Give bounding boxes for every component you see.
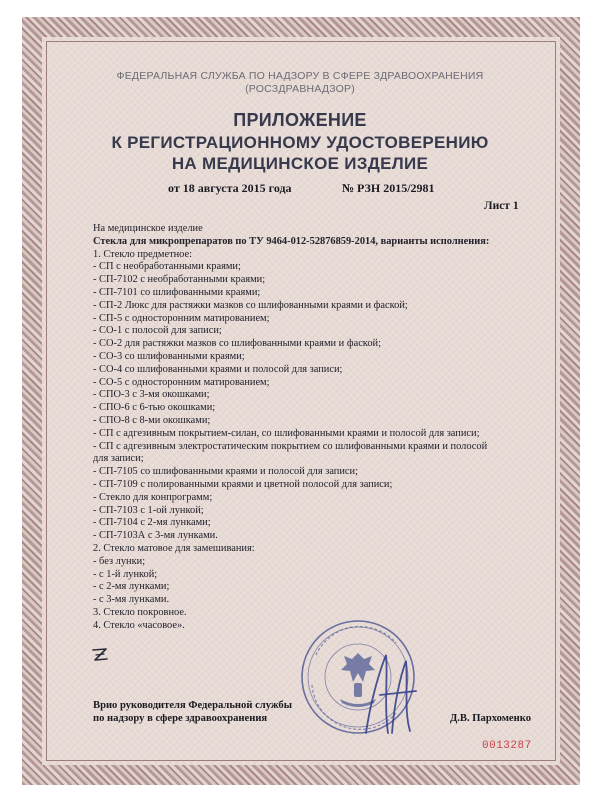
list-item: - без лунки;	[93, 555, 146, 567]
list-item: - СО-4 со шлифованными краями и полосой для записи;	[93, 363, 343, 375]
list-item: - СП-7103 с 1-ой лункой;	[93, 504, 204, 516]
list-item: 4. Стекло «часовое».	[93, 619, 185, 631]
signatory-name: Д.В. Пархоменко	[450, 713, 531, 724]
official-seal-icon	[296, 615, 426, 745]
list-item: - Стекло для конпрограмм;	[93, 491, 213, 503]
document-title: ПРИЛОЖЕНИЕ	[233, 110, 367, 130]
list-item: - СП-7105 со шлифованными краями и полосой для записи;	[93, 466, 358, 478]
list-item: - СП с адгезивным покрытием-силан, со шлифованными краями и полосой для записи;	[93, 427, 480, 439]
signatory-position-line2: по надзору в сфере здравоохранения	[93, 713, 268, 724]
list-item: 1. Стекло предметное:	[93, 248, 192, 260]
list-item: - СП-7109 с полированными краями и цветной полосой для записи;	[93, 478, 393, 490]
list-item: - с 1-й лункой;	[93, 568, 158, 580]
list-item: - с 3-мя лунками.	[93, 594, 170, 606]
list-item: - СО-1 с полосой для записи;	[93, 325, 222, 337]
list-item: - СП-7103А с 3-мя лунками.	[93, 530, 218, 542]
list-item: - СП-5 с односторонним матированием;	[93, 312, 270, 324]
list-item: - СП с необработанными краями;	[93, 261, 241, 273]
list-item: - СПО-6 с 6-тью окошками;	[93, 402, 216, 414]
list-item: - СПО-8 с 8-ми окошками;	[93, 414, 211, 426]
agency-abbreviation: (РОСЗДРАВНАДЗОР)	[245, 83, 355, 95]
device-list	[93, 223, 538, 633]
serial-number: 0013287	[482, 740, 532, 752]
list-item: 3. Стекло покровное.	[93, 606, 187, 618]
document-subtitle-line2: НА МЕДИЦИНСКОЕ ИЗДЕЛИЕ	[171, 154, 429, 173]
agency-name: ФЕДЕРАЛЬНАЯ СЛУЖБА ПО НАДЗОРУ В СФЕРЕ ЗДРАВООХРАНЕНИЯ	[116, 70, 484, 82]
list-item: - с 2-мя лунками;	[93, 581, 170, 593]
list-item: - СП-7101 со шлифованными краями;	[93, 286, 261, 298]
list-item: - СО-3 со шлифованными краями;	[93, 350, 245, 362]
handwritten-mark-icon	[90, 645, 110, 667]
signatory-position-line1: Врио руководителя Федеральной службы	[93, 700, 292, 711]
list-item: - СП с адгезивным электростатическим покрытием со шлифованными краями и полосой	[93, 440, 488, 452]
document-subtitle-line1: К РЕГИСТРАЦИОННОМУ УДОСТОВЕРЕНИЮ	[111, 133, 489, 152]
list-item: - СП-7102 с необработанными краями;	[93, 274, 266, 286]
list-item: - СО-5 с односторонним матированием;	[93, 376, 270, 388]
issue-date: от 18 августа 2015 года	[168, 181, 292, 195]
sheet-number: Лист 1	[484, 200, 519, 212]
list-item: для записи;	[93, 453, 144, 465]
device-name-line: Стекла для микропрепаратов по ТУ 9464-012-52876859-2014, варианты исполнения:	[93, 235, 490, 247]
list-item: - СПО-3 с 3-мя окошками;	[93, 389, 210, 401]
list-item: - СО-2 для растяжки мазков со шлифованными краями и фаской;	[93, 338, 381, 350]
list-item: - СП-2 Люкс для растяжки мазков со шлифованными краями и фаской;	[93, 299, 408, 311]
list-item: 2. Стекло матовое для замешивания:	[93, 542, 255, 554]
registration-number: № РЗН 2015/2981	[342, 181, 435, 195]
list-item: На медицинское изделие	[93, 223, 203, 234]
list-item: - СП-7104 с 2-мя лунками;	[93, 517, 211, 529]
